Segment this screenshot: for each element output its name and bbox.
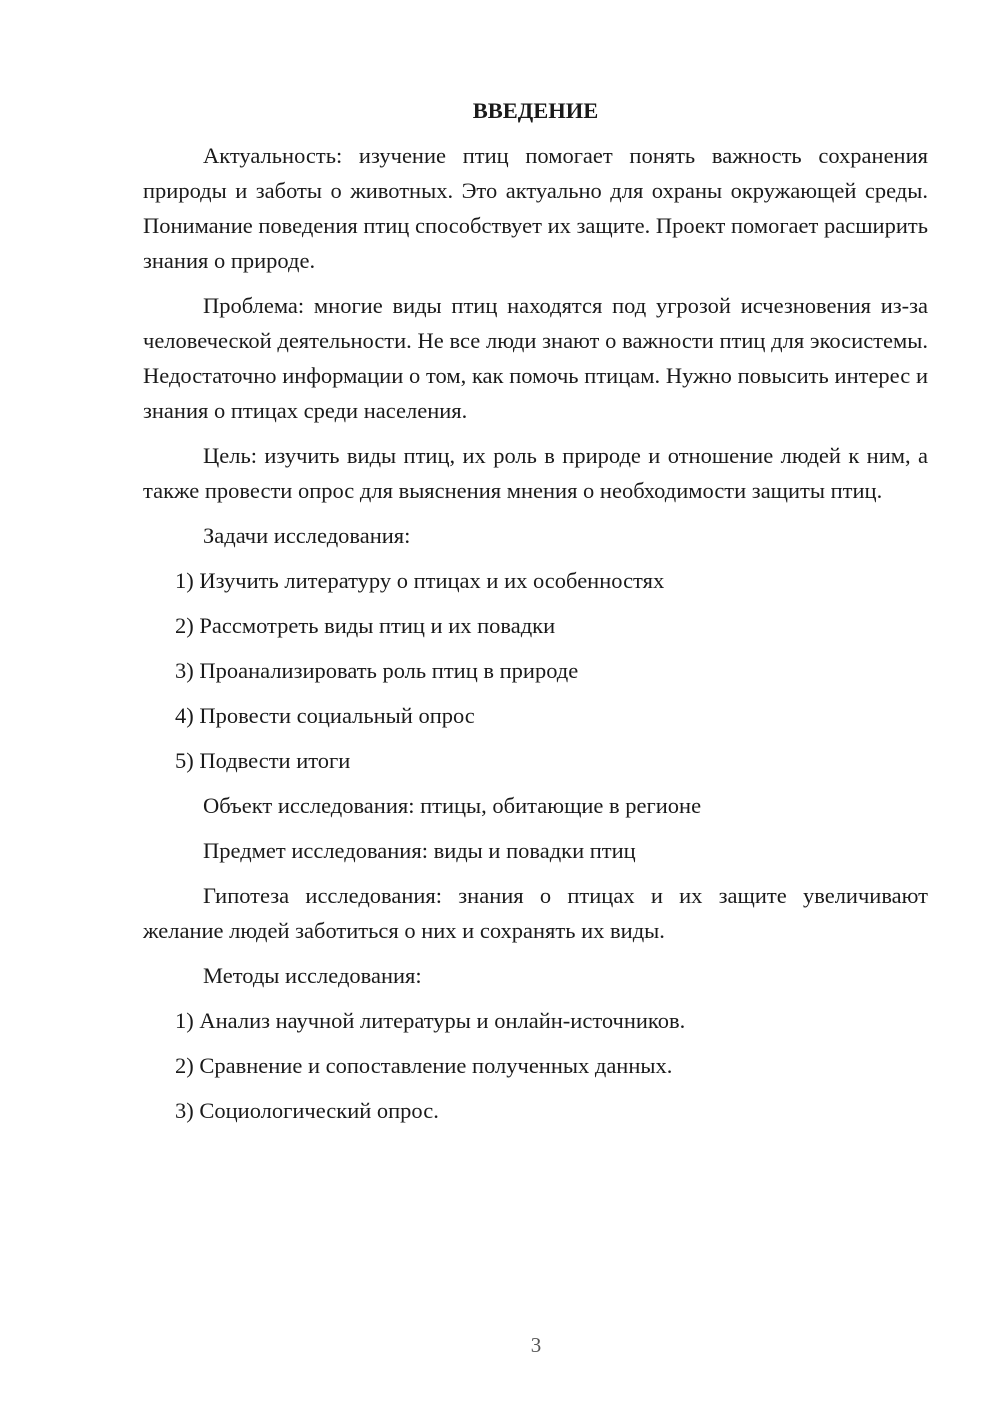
list-item: 4) Провести социальный опрос (175, 703, 475, 728)
list-item: 1) Анализ научной литературы и онлайн-источников. (175, 1008, 686, 1033)
goal-paragraph: Цель: изучить виды птиц, их роль в природе и отношение людей к ним, а также провести опрос для выяснения мнения о необходимости защиты птиц. (143, 443, 928, 503)
tasks-list (143, 563, 928, 778)
page-title: ВВЕДЕНИЕ (472, 98, 599, 123)
methods-heading: Методы исследования: (203, 963, 422, 988)
page-number: 3 (530, 1333, 542, 1357)
hypothesis-paragraph: Гипотеза исследования: знания о птицах и их защите увеличивают желание людей заботиться о них и сохранять их виды. (143, 883, 928, 943)
tasks-heading: Задачи исследования: (203, 523, 411, 548)
list-item: 2) Рассмотреть виды птиц и их повадки (175, 613, 556, 638)
list-item: 5) Подвести итоги (175, 748, 351, 773)
problem-paragraph: Проблема: многие виды птиц находятся под угрозой исчезновения из-за человеческой деятельности. Не все люди знают о важности птиц для экосистемы. Недостаточно информации о том, как помочь птицам. Нужно повысить интерес и знания о птицах среди населения. (143, 293, 928, 423)
list-item: 2) Сравнение и сопоставление полученных данных. (175, 1053, 673, 1078)
subject-line: Предмет исследования: виды и повадки птиц (203, 838, 636, 863)
list-item: 3) Проанализировать роль птиц в природе (175, 658, 579, 683)
methods-list (143, 1003, 928, 1128)
list-item: 3) Социологический опрос. (175, 1098, 439, 1123)
object-line: Объект исследования: птицы, обитающие в регионе (203, 793, 702, 818)
list-item: 1) Изучить литературу о птицах и их особенностях (175, 568, 665, 593)
page-content (143, 96, 928, 1138)
relevance-paragraph: Актуальность: изучение птиц помогает понять важность сохранения природы и заботы о животных. Это актуально для охраны окружающей среды. Понимание поведения птиц способствует их защите. Проект помогает расширить знания о природе. (143, 143, 928, 273)
